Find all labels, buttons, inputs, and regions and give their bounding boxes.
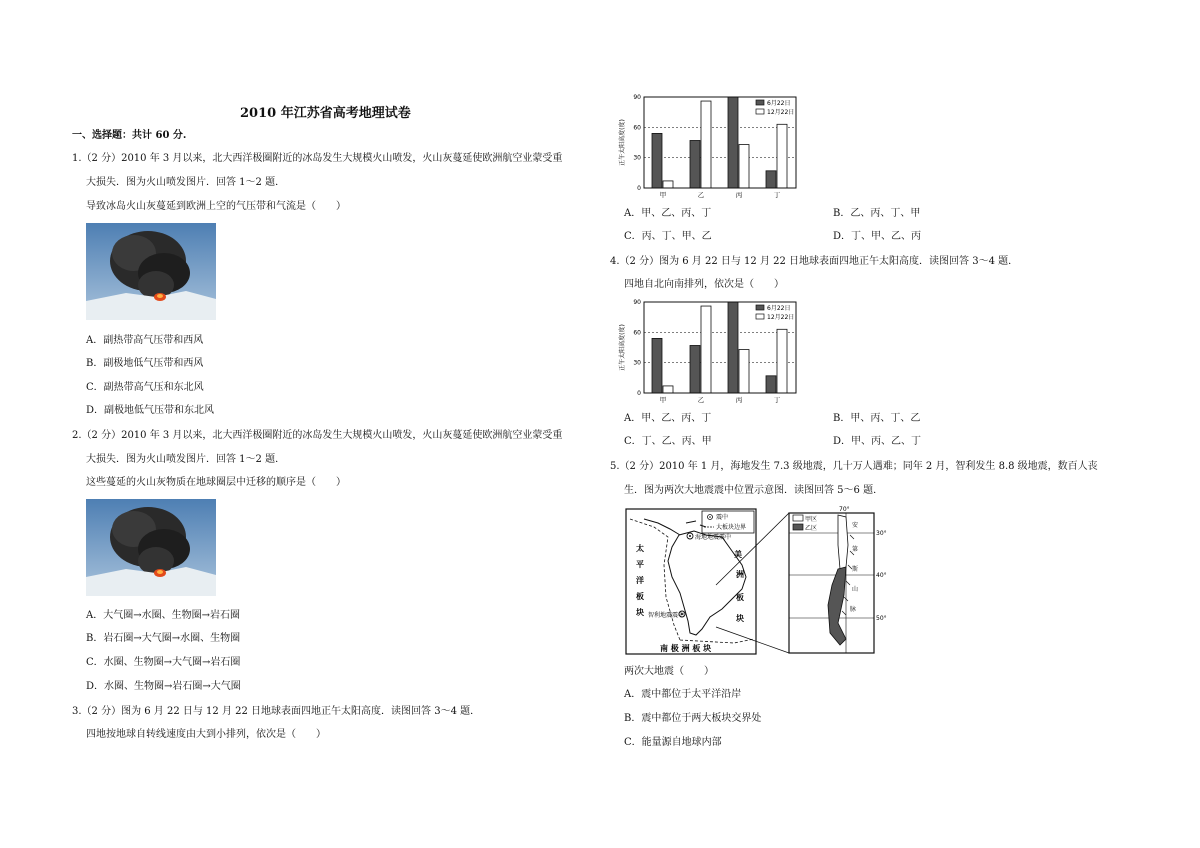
q5-option-a[interactable]: A．震中都位于太平洋沿岸 [624,689,742,700]
bar-乙-series-0 [690,140,700,188]
q1-option-d[interactable]: D．副极地低气压带和东北风 [86,405,215,416]
q4-option-d[interactable]: D．甲、丙、乙、丁 [833,436,922,447]
q4-option-c[interactable]: C．丁、乙、丙、甲 [624,436,712,447]
q1-option-a[interactable]: A．副热带高气压带和西风 [86,335,204,346]
y-tick-label: 60 [633,329,641,337]
q3-question: 四地按地球自转线速度由大到小排列，依次是（ ） [86,729,326,740]
legend-label-0: 6月22日 [767,100,791,107]
q5-question: 两次大地震（ ） [624,666,714,677]
bar-乙-series-0 [690,345,700,393]
x-tick-label: 丙 [735,191,743,199]
pacific-plate-char-2: 平 [636,560,644,569]
x-tick-label: 乙 [697,396,705,404]
region-a-legend-label: 甲区 [805,516,818,523]
q2-stem-line2: 大损失．图为火山喷发图片．回答 1～2 题． [86,454,286,465]
q3-option-b[interactable]: B．乙、丙、丁、甲 [833,208,921,219]
haiti-epicenter-label: 海地地震震中 [695,534,732,541]
legend-epicenter-label: 震中 [716,514,729,521]
x-tick-label: 丁 [773,396,781,404]
american-plate-char-2: 洲 [736,570,744,579]
pacific-plate-char-5: 块 [636,608,644,617]
q1-question: 导致冰岛火山灰蔓延到欧洲上空的气压带和气流是（ ） [86,201,346,212]
bar-乙-series-1 [701,306,711,393]
legend-label-0: 6月22日 [767,305,791,312]
y-axis-title: 正午太阳高度(度) [619,119,626,166]
q4-option-a[interactable]: A．甲、乙、丙、丁 [624,413,712,424]
q1-option-c[interactable]: C．副热带高气压和东北风 [86,382,204,393]
bar-丁-series-0 [766,376,776,393]
pacific-plate-char-1: 太 [636,544,644,553]
q2-option-b[interactable]: B．岩石圈→大气圈→水圈、生物圈 [86,633,241,644]
legend-swatch-1 [756,109,764,114]
bar-甲-series-0 [652,338,662,393]
q4-question: 四地自北向南排列，依次是（ ） [624,279,784,290]
volcano-photo-2 [86,499,216,596]
legend-swatch-1 [756,314,764,319]
bar-丙-series-1 [739,350,749,393]
q2-option-a[interactable]: A．大气圈→水圈、生物圈→岩石圈 [86,610,240,621]
x-tick-label: 甲 [659,396,667,404]
y-axis-title: 正午太阳高度(度) [619,324,626,371]
bar-丁-series-1 [777,329,787,393]
bar-甲-series-1 [663,386,673,393]
haiti-epicenter-dot [689,535,691,537]
pacific-plate-char-4: 板 [636,592,644,601]
volcano-photo-1 [86,223,216,320]
y-tick-label: 90 [633,94,641,101]
region-b-legend-label: 乙区 [805,525,818,532]
y-tick-label: 0 [637,185,641,192]
q4-stem-line1: 4.（2 分）图为 6 月 22 日与 12 月 22 日地球表面四地正午太阳高度．读图回答 3～4 题． [610,256,1019,267]
bar-丁-series-0 [766,171,776,188]
q2-stem-line1: 2.（2 分）2010 年 3 月以来，北大西洋极圈附近的冰岛发生大规模火山喷发，火山灰蔓延使欧洲航空业蒙受重 [72,430,563,441]
q2-option-c[interactable]: C．水圈、生物圈→大气圈→岩石圈 [86,657,241,668]
american-plate-char-4: 块 [736,614,744,623]
section-heading: 一、选择题：共计 60 分. [72,130,187,141]
q5-option-c[interactable]: C．能量源自地球内部 [624,737,722,748]
q2-question: 这些蔓延的火山灰物质在地球圈层中迁移的顺序是（ ） [86,477,346,488]
legend-boundary-label: 大板块边界 [716,524,747,531]
epicenter-legend-dot [709,516,711,518]
latitude-50-label: 50° [876,615,887,622]
q5-stem-line2: 生．图为两次大地震震中位置示意图．读图回答 5～6 题． [624,485,884,496]
q1-stem-line1: 1.（2 分）2010 年 3 月以来，北大西洋极圈附近的冰岛发生大规模火山喷发，火山灰蔓延使欧洲航空业蒙受重 [72,153,563,164]
legend-label-1: 12月22日 [767,109,795,116]
andes-char-2: 第 [852,546,859,553]
american-plate-char-3: 板 [736,593,744,602]
longitude-70-label: 70° [839,506,850,513]
q1-option-b[interactable]: B．副极地低气压带和西风 [86,358,204,369]
andes-char-1: 安 [852,522,859,529]
legend-label-1: 12月22日 [767,314,795,321]
x-tick-label: 丙 [735,396,743,404]
bar-丙-series-1 [739,145,749,188]
y-tick-label: 0 [637,390,641,397]
bar-丙-series-0 [728,302,738,393]
q3-stem-line1: 3.（2 分）图为 6 月 22 日与 12 月 22 日地球表面四地正午太阳高度．读图回答 3～4 题． [72,706,481,717]
x-tick-label: 丁 [773,191,781,199]
bar-丁-series-1 [777,124,787,188]
q5-stem-line1: 5.（2 分）2010 年 1 月，海地发生 7.3 级地震，几十万人遇难；同年 2 月，智利发生 8.8 级地震，数百人丧 [610,461,1098,472]
pacific-plate-char-3: 洋 [636,576,644,585]
legend-swatch-0 [756,100,764,105]
chile-epicenter-label: 智利地震震中 [648,612,685,619]
region-b-legend-swatch [793,524,803,530]
region-a-legend-swatch [793,515,803,521]
x-tick-label: 乙 [697,191,705,199]
legend-swatch-0 [756,305,764,310]
andes-char-4: 山 [852,586,859,593]
sun-altitude-chart-2 [618,297,808,409]
bar-甲-series-1 [663,181,673,188]
y-tick-label: 60 [633,124,641,132]
y-tick-label: 30 [633,359,641,367]
bar-丙-series-0 [728,97,738,188]
q1-stem-line2: 大损失．图为火山喷发图片．回答 1～2 题． [86,177,286,188]
bar-乙-series-1 [701,101,711,188]
andes-char-5: 脉 [850,606,857,613]
antarctic-plate-label: 南 极 洲 板 块 [660,644,712,653]
q3-option-c[interactable]: C．丙、丁、甲、乙 [624,231,712,242]
y-tick-label: 30 [633,154,641,162]
q2-option-d[interactable]: D．水圈、生物圈→岩石圈→大气圈 [86,681,241,692]
latitude-30-label: 30° [876,530,887,537]
chile-region-a [838,515,848,569]
q4-option-b[interactable]: B．甲、丙、丁、乙 [833,413,921,424]
page-title: 2010 年江苏省高考地理试卷 [240,106,411,121]
andes-char-3: 斯 [852,566,859,573]
sun-altitude-chart-1 [618,92,808,204]
q3-option-a[interactable]: A．甲、乙、丙、丁 [624,208,712,219]
latitude-40-label: 40° [876,572,887,579]
earthquake-map [624,505,900,657]
x-tick-label: 甲 [659,191,667,199]
q3-option-d[interactable]: D．丁、甲、乙、丙 [833,231,922,242]
q5-option-b[interactable]: B．震中都位于两大板块交界处 [624,713,762,724]
y-tick-label: 90 [633,299,641,306]
bar-甲-series-0 [652,133,662,188]
american-plate-char-1: 美 [734,550,742,559]
